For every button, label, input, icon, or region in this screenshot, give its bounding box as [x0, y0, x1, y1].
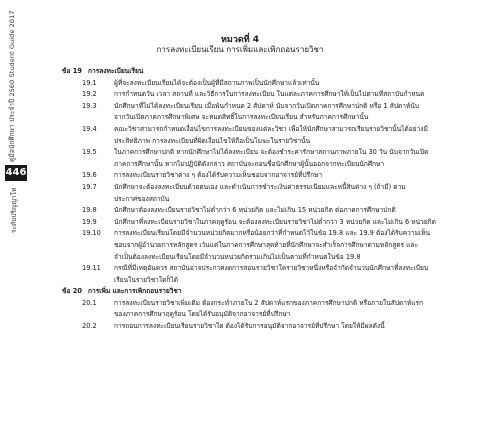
clause-text: ภาคการศึกษานั้น หากไม่ปฏิบัติดังกล่าว สถาบันจะถอนชื่อนักศึกษาผู้นั้นออกจากทะเบียนนักศึกษา — [114, 159, 385, 168]
section-heading — [62, 66, 472, 78]
clause-line — [62, 275, 472, 287]
section-number: ข้อ 19 — [62, 67, 82, 75]
clause-number: 19.7 — [82, 182, 97, 191]
clause-line — [62, 78, 472, 90]
clause-text: ชอบจากผู้อำนวยการหลักสูตร เว้นแต่ในภาคการศึกษาสุดท้ายที่นักศึกษาจะสำเร็จการศึกษาตามหลักสูตร และ — [114, 240, 419, 249]
section-title: การเพิ่ม และการเพิกถอนรายวิชา — [88, 287, 182, 296]
clause-line — [62, 217, 472, 229]
clause-line — [62, 194, 472, 206]
clause-line — [62, 252, 472, 264]
clause-text: การลงทะเบียนรายวิชาเพิ่มเติม ต้องกระทำภายใน 2 สัปดาห์แรกของภาคการศึกษาปกติ หรือภายในสัปดาห์แรก — [114, 298, 424, 307]
clause-text: การกำหนดวัน เวลา สถานที่ และวิธีการในการลงทะเบียน ในแต่ละภาคการศึกษาให้เป็นไปตามที่สถาบันกำหนด — [114, 90, 425, 99]
section-title: การลงทะเบียนเรียน — [88, 67, 144, 75]
clause-text: เรียนในรายวิชาใดก็ได้ — [114, 275, 178, 284]
clause-number: 19.6 — [82, 171, 97, 180]
clause-text: จากวันเปิดภาคการศึกษาพิเศษ จะหมดสิทธิ์ในการลงทะเบียนเรียน สำหรับภาคการศึกษานั้น — [114, 113, 369, 122]
clause-number: 19.9 — [82, 217, 97, 226]
clause-number — [62, 112, 114, 124]
clause-line — [62, 136, 472, 148]
clause-number — [62, 309, 114, 321]
clause-line — [62, 228, 472, 240]
document-body — [62, 66, 472, 333]
clause-text: การถอนการลงทะเบียนเรียนรายวิชาใด ต้องได้รับการอนุมัติจากอาจารย์ที่ปรึกษา โดยให้มีผลดังนี้ — [114, 322, 385, 331]
clause-number: 19.11 — [82, 264, 101, 273]
clause-number — [62, 194, 114, 206]
clause-line — [62, 89, 472, 101]
clause-number: 19.3 — [82, 101, 97, 110]
clause-text: นักศึกษาต้องลงทะเบียนรายวิชาไม่ต่ำกว่า 6 หน่วยกิต และไม่เกิน 15 หน่วยกิต ต่อภาคการศึกษาปกติ — [114, 206, 396, 215]
page-number: 446 — [5, 165, 27, 181]
clause-number: 20.2 — [82, 322, 97, 331]
clause-number — [62, 275, 114, 287]
clause-text: นักศึกษาที่ลงทะเบียนรายวิชาในภาคฤดูร้อน จะต้องลงทะเบียนรายวิชาไม่ต่ำกว่า 3 หน่วยกิต และไม่เกิน 6 หน่วยกิต — [114, 217, 436, 226]
clause-line — [62, 147, 472, 159]
clause-text: การลงทะเบียนรายวิชาต่าง ๆ ต้องได้รับความเห็นชอบจากอาจารย์ที่ปรึกษา — [114, 171, 323, 180]
chapter-subtitle: การลงทะเบียนเรียน การเพิ่มและเพิกถอนรายวิชา — [156, 45, 324, 54]
clause-number — [62, 136, 114, 148]
clause-line — [62, 170, 472, 182]
clause-text: นักศึกษาจะต้องลงทะเบียนด้วยตนเอง และดำเนินการชำระเงินค่าธรรมเนียมและหนี้สินต่าง ๆ (ถ้ามี) ตาม — [114, 182, 406, 191]
clause-line — [62, 182, 472, 194]
sidebar-guide-title: คู่มือนักศึกษา ประจำปี 2560 Student Guide 2017 — [8, 10, 16, 162]
clause-text: การลงทะเบียนเรียนโดยมีจำนวนหน่วยกิตมากหรือน้อยกว่าที่กำหนดไว้ในข้อ 19.8 และ 19.9 ต้องได้รับความเห็น — [114, 229, 431, 238]
clause-line — [62, 298, 472, 310]
clause-line — [62, 309, 472, 321]
clause-number: 19.10 — [82, 229, 101, 238]
clause-text: ประสิทธิภาพ การลงทะเบียนที่ผิดเงื่อนไขให้ถือเป็นโมฆะในรายวิชานั้น — [114, 136, 311, 145]
clause-line — [62, 159, 472, 171]
section-number: ข้อ 20 — [62, 287, 82, 296]
clause-line — [62, 124, 472, 136]
clause-text: นักศึกษาที่ไม่ได้ลงทะเบียนเรียน เมื่อพ้นกำหนด 2 สัปดาห์ นับจากวันเปิดภาคการศึกษาปกติ หรือ 1 สัปดาห์นับ — [114, 101, 419, 110]
clause-line — [62, 101, 472, 113]
clause-number: 19.5 — [82, 148, 97, 157]
clause-line — [62, 263, 472, 275]
clause-number: 19.2 — [82, 90, 97, 99]
clause-text: ในภาคการศึกษาปกติ หากนักศึกษาไม่ได้ลงทะเบียน จะต้องชำระค่ารักษาสถานภาพภายใน 30 วัน นับจากวันเปิด — [114, 148, 429, 157]
clause-line — [62, 205, 472, 217]
clause-number — [62, 240, 114, 252]
clause-number — [62, 159, 114, 171]
clause-number: 19.1 — [82, 78, 97, 87]
clause-text: จำเป็นต้องลงทะเบียนเรียนโดยมีจำนวนหน่วยกิตรวมเกินไม่เป็นตามที่กำหนดในข้อ 19.8 — [114, 252, 361, 261]
clause-number: 19.4 — [82, 124, 97, 133]
sidebar-level-label: ระดับปริญญาโท — [10, 187, 18, 233]
clause-line — [62, 112, 472, 124]
section-heading — [62, 286, 472, 298]
clause-text: ของภาคการศึกษาฤดูร้อน โดยได้รับอนุมัติจากอาจารย์ที่ปรึกษา — [114, 310, 291, 319]
chapter-title: หมวดที่ 4 — [220, 35, 260, 45]
clause-number: 19.8 — [82, 206, 97, 215]
clause-text: กรณีที่มีเหตุอันควร สถาบันอาจประกาศงดการสอนรายวิชาใดรายวิชาหนึ่งหรือจำกัดจำนวนนักศึกษาที่ลงทะเบียน — [114, 264, 429, 273]
clause-number — [62, 252, 114, 264]
clause-line — [62, 321, 472, 333]
clause-text: ผู้ที่จะลงทะเบียนเรียนได้จะต้องเป็นผู้ที่มีสถานภาพเป็นนักศึกษาแล้วเท่านั้น — [114, 78, 320, 87]
clause-text: คณะวิชาสามารถกำหนดเงื่อนไขการลงทะเบียนของแต่ละวิชา เพื่อให้นักศึกษาสามารถเรียนรายวิชานั้นได้อย่างมี — [114, 124, 428, 133]
clause-line — [62, 240, 472, 252]
clause-number: 20.1 — [82, 298, 97, 307]
clause-text: ประกาศของสถาบัน — [114, 194, 170, 203]
